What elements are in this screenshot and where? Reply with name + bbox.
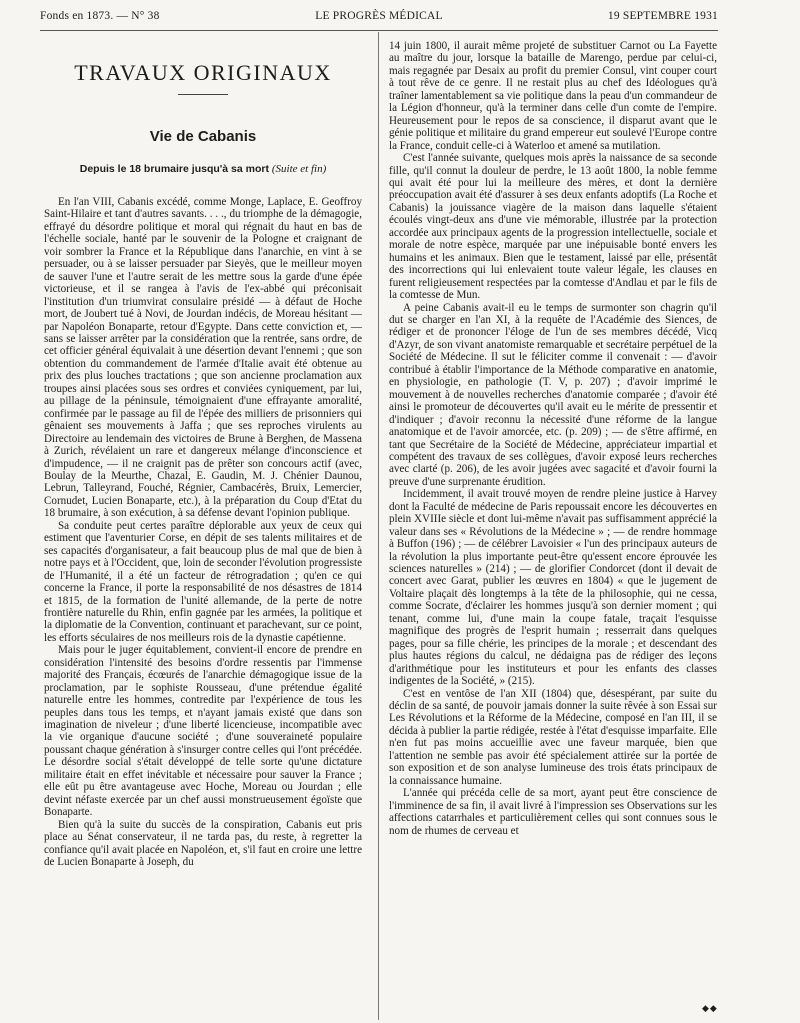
header-date: 19 SEPTEMBRE 1931: [607, 10, 718, 22]
section-title-rule: [178, 94, 228, 95]
paragraph: C'est en ventôse de l'an XII (1804) que, désespérant, par suite du déclin de sa santé, de pouvoir jamais donner la suite rêvée à son Essai sur Les Révolutions et la Réforme de la Médecine, composé en l'an III, il se décida à publier la partie rédigée, restée à l'état d'esquisse imparfaite. Elle n'en fut pas moins accueillie avec une faveur marquée, bien que l'attention ne semble pas avoir été spécialement attirée sur la portée de son exposition et de son analyse lumineuse des trois états principaux de la connaissance humaine.: [389, 687, 717, 787]
header-founded: Fonds en 1873. — N° 38: [40, 10, 160, 22]
paragraph: L'année qui précéda celle de sa mort, ayant peut être conscience de l'imminence de sa fin, il avait livré à l'impression ses Observations sur les affections catarrhales et particulièrement celles qui sont connues sous le nom de rhumes de cerveau et: [389, 787, 717, 837]
paragraph: Incidemment, il avait trouvé moyen de rendre pleine justice à Harvey dont la Faculté de médecine de Paris repoussait encore les découvertes en plein XVIIIe siècle et dont lui-même n'avait pas suffisamment apprécié la valeur dans ses « Révolutions de la Médecine » ; — de rendre hommage à Buffon (196) ; — de célébrer Lavoisier « l'un des principaux auteurs de la révolution la plus importante peut-être qu'essent encore éprouvée les sciences naturelles » (214) ; — de glorifier Condorcet (dont il devait de concert avec Garat, publier les œuvres en 1804) « que le jugement de Voltaire plaçait dès longtemps à la tête de la philosophie, qui ne cessa, comme Socrate, d'éclairer les hommes jusqu'à son dernier moment ; qui tenant, comme lui, d'une main la coupe fatale, traçait l'esquisse magnifique des progrès de l'esprit humain ; resserrait dans quelques pages, pour sa fille chérie, les principes de la morale ; et descendant des plus hautes régions du calcul, ne dédaigna pas de rédiger des leçons d'arithmétique pour les instituteurs et pour les enfants des classes indigentes de la Société, » (215).: [389, 488, 717, 688]
paragraph: Mais pour le juger équitablement, convient-il encore de prendre en considération l'intensité des besoins d'ordre ressentis par l'immense majorité des Français, écœurés de l'anarchie démagogique issue de la proclamation, par le sophiste Rousseau, d'une prétendue égalité naturelle entre les hommes, contredite par l'expérience de tous les peuples dans tous les temps, et n'ayant jamais existé que dans son imagination de niveleur ; d'une liberté licencieuse, incompatible avec la vie organique d'aucune société ; d'une souveraineté populaire poussant chaque génération à s'insurger contre celles qui l'ont précédée. Le désordre social s'était développé de telle sorte qu'une dictature militaire était en effet inévitable et nécessaire pour sauver la France ; elle eût pu être avantageuse avec Hoche, Moreau ou Jourdan ; elle devint néfaste exercée par un chef aussi monstrueusement égoïste que Bonaparte.: [44, 644, 362, 819]
subtitle-text: Depuis le 18 brumaire jusqu'à sa mort: [79, 163, 269, 175]
paragraph: C'est l'année suivante, quelques mois après la naissance de sa seconde fille, qu'il connut la douleur de perdre, le 13 août 1800, la noble femme qui avait été pour lui la meilleure des mères, et dont la dernière préoccupation avait été d'assurer à ses deux enfants adoptifs (La Roche et Cabanis) la jouissance viagère de la maison dans laquelle s'étaient écoulés vingt-deux ans d'une vie mémorable, illustrée par la protection accordée aux principaux agents de la progression intellectuelle, sociale et morale de notre espèce, marquée par une inépuisable bonté envers les humains et les animaux. Bien que le testament, laissé par elle, présentât des incorrections qui lui enlevaient toute valeur légale, les clauses en furent religieusement respectées par la comtesse d'Andlau et par le fils de la comtesse de Mun.: [389, 152, 717, 302]
running-header: [40, 10, 718, 26]
paragraph: Bien qu'à la suite du succès de la conspiration, Cabanis eut pris place au Sénat conservateur, il ne tarda pas, du reste, à regretter la confiance qu'il avait placée en Napoléon, et, s'il faut en croire une lettre de Lucien Bonaparte à Joseph, du: [44, 818, 362, 869]
header-rule: [40, 30, 718, 31]
right-column-text: [389, 40, 717, 837]
article-title: Vie de Cabanis: [149, 128, 257, 145]
subtitle-continuation: (Suite et fin): [271, 163, 327, 175]
paragraph: En l'an VIII, Cabanis excédé, comme Monge, Laplace, E. Geoffroy Saint-Hilaire et tant d'autres savants. . . ., du triomphe de la démagogie, effrayé du désordre politique et moral qui régnait du haut en bas de l'échelle sociale, hanté par le souvenir de la Pologne et craignant de voir sombrer la France et la République dans l'anarchie, en vint à se persuader, ou à se laisser persuader par Sieyès, que le meilleur moyen de sauver l'une et l'autre serait de les mettre sous la garde d'une épée victorieuse, et il se rangea à l'avis de l'ex-abbé qui préconisait l'institution d'un triumvirat consulaire présidé — à défaut de Hoche mort, de Joubert tué à Novi, de Jourdan indécis, de Moreau hésitant — par Napoléon Bonaparte, retour d'Egypte. Dans cette conviction et, — sans se laisser arrêter par la considération que la rentrée, sans ordre, de cet officier général équivalait à une désertion devant l'ennemi ; que son obtention du commandement de l'armée d'Italie avait été obtenue au prix des plus louches tractations ; que son ancienne proclamation aux troupes ainsi placées sous ses ordres et conviées cyniquement, par lui, au pillage de la péninsule, témoignaient d'une effrayante amoralité, confirmée par le passage au fil de l'épée des milliers de prisonniers qui gênaient ses mouvements à Jaffa ; que ses reproches virulents au Directoire au lendemain des victoires de Brune à Berghen, de Massena à Zurich, révélaient un rare et dangereux mélange d'inconscience et d'impudence, — il ne craignit pas de prêter son concours actif (avec, Boulay de la Meurthe, Chazal, E. Gaudin, M. J. Chénier Daunou, Lebrun, Talleyrand, Fouché, Régnier, Cambacérès, Bruix, Lemercier, Cornudet, Lucien Bonaparte, etc.), à la préparation du Coup d'Etat du 18 brumaire, à son exécution, à sa défense devant l'opinion publique.: [44, 196, 362, 520]
ornament-icon: ◆◆: [702, 1004, 718, 1014]
column-divider: [378, 32, 379, 1020]
paragraph: 14 juin 1800, il aurait même projeté de substituer Carnot ou La Fayette au maître du jour, lorsque la bataille de Marengo, perdue par celui-ci, mais regagnée par Desaix au profit du premier Consul, vint couper court à tout rêve de ce genre. Il ne restait plus au chef des Idéologues qu'à traîner lamentablement sa vie politique dans la peau d'un commandeur de la Légion d'honneur, qu'à la terminer dans celle d'un comte de l'empire. Heureusement pour le repos de sa conscience, il disparut avant que le génie politique et militaire du grand empereur eut soulevé l'Europe contre la France, conduit celle-ci à Waterloo et amené sa mutilation.: [389, 40, 717, 152]
article-subtitle: [44, 163, 362, 175]
paragraph: Sa conduite peut certes paraître déplorable aux yeux de ceux qui estiment que l'aventurier Corse, en dépit de ses talents militaires et de ses capacités d'organisateur, a fait beaucoup plus de mal que de bien à notre pays et à l'Occident, que, loin de seconder l'évolution progressiste de l'Humanité, il a été un facteur de rétrogradation ; qu'en ce qui concerne la France, il porte la responsabilité de nos désastres de 1814 et 1815, de la formation de l'unité allemande, de la perte de notre frontière naturelle du Rhin, enfin gagnée par les armées, la politique et la diplomatie de la Convention, continuant et parachevant, sur ce point, les efforts séculaires de nos meilleurs rois de la dynastie capétienne.: [44, 519, 362, 644]
header-journal-name: LE PROGRÈS MÉDICAL: [315, 10, 443, 22]
section-title: TRAVAUX ORIGINAUX: [74, 60, 332, 85]
paragraph: A peine Cabanis avait-il eu le temps de surmonter son chagrin qu'il dut se charger en l'an XI, à la requête de l'Académie des Siences, de rédiger et de prononcer l'éloge de l'un de ses membres décédé, Vicq d'Azyr, de son vivant anatomiste remarquable et secrétaire perpétuel de la Société de Médecine. Il sut le féliciter comme il convenait : — d'avoir contribué à établir l'importance de la Méthode comparative en anatomie, en physiologie, en pathologie (T. V, p. 207) ; d'avoir imprimé le mouvement à de nouvelles recherches d'anatomie comparée ; d'avoir été ainsi le promoteur de découvertes qu'il avait eu le mérite de pressentir et d'indiquer ; d'avoir reconnu la nécessité d'une réforme de la langue anatomique et de l'avoir amorcée, etc. (p. 209) ; — de s'être affirmé, en tant que Secrétaire de la Société de Médecine, appréciateur impartial et compétent des travaux de ses collègues, d'avoir exposé leurs recherches avec clarté (p. 206), de les avoir jugées avec sagacité et d'avoir fourni la preuve d'une surprenante érudition.: [389, 301, 717, 488]
left-column-text: [44, 196, 362, 868]
